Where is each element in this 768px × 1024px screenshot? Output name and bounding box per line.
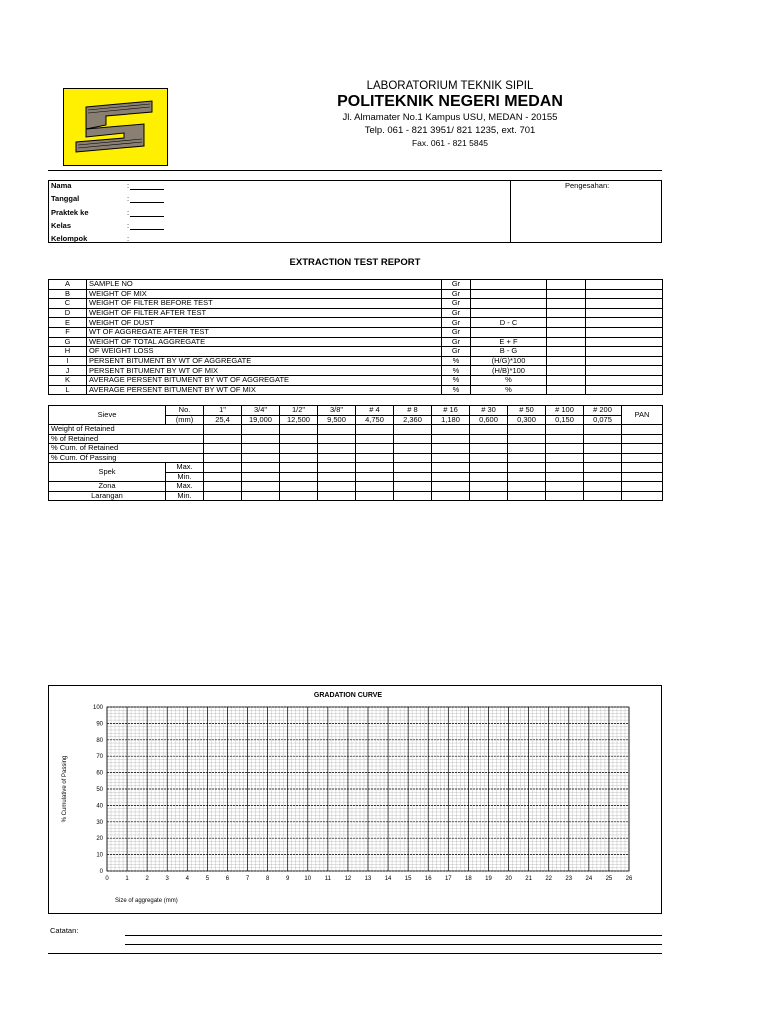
limit-cell[interactable]: [318, 482, 356, 492]
sieve-cell[interactable]: [622, 434, 663, 444]
limit-cell[interactable]: [432, 482, 470, 492]
sieve-data-row: [49, 444, 663, 454]
extraction-row: [49, 289, 663, 299]
row-value-2[interactable]: [586, 366, 663, 376]
limit-cell[interactable]: [242, 472, 280, 482]
row-formula: [471, 308, 547, 318]
extraction-row: [49, 327, 663, 337]
y-axis-label: % Cumulative of Passing: [62, 755, 68, 823]
limit-row: [49, 491, 663, 501]
sieve-cell[interactable]: [356, 453, 394, 463]
sieve-cell[interactable]: [280, 425, 318, 435]
x-tick-label: 17: [444, 876, 452, 882]
row-unit: %: [442, 366, 471, 376]
sieve-size: # 8: [394, 406, 432, 416]
row-formula: D - C: [471, 318, 547, 328]
limit-cell[interactable]: [242, 491, 280, 501]
date-colon: :: [127, 194, 130, 203]
sieve-cell[interactable]: [280, 444, 318, 454]
sieve-data-row: [49, 434, 663, 444]
sieve-cell[interactable]: [394, 434, 432, 444]
limit-cell[interactable]: [204, 463, 242, 473]
x-tick-label: 12: [344, 876, 352, 882]
sieve-size: # 16: [432, 406, 470, 416]
limit-cell[interactable]: [280, 463, 318, 473]
limit-cell[interactable]: [394, 463, 432, 473]
sieve-size: # 200: [584, 406, 622, 416]
sieve-cell[interactable]: [470, 434, 508, 444]
row-value-2[interactable]: [586, 327, 663, 337]
row-description: SAMPLE NO: [87, 280, 442, 290]
extraction-row: [49, 385, 663, 395]
sieve-cell[interactable]: [204, 434, 242, 444]
limit-cell[interactable]: [318, 472, 356, 482]
x-tick-label: 5: [205, 876, 210, 882]
sieve-cell[interactable]: [432, 444, 470, 454]
row-description: WEIGHT OF DUST: [87, 318, 442, 328]
larangan-label: Larangan: [49, 491, 166, 501]
logo-emblem-icon: [64, 89, 167, 165]
row-value-1[interactable]: [547, 356, 586, 366]
sieve-cell[interactable]: [584, 434, 622, 444]
gradation-chart-box: [48, 685, 662, 914]
name-colon: :: [127, 181, 130, 190]
sieve-size: 1/2": [280, 406, 318, 416]
date-label: Tanggal: [51, 194, 80, 203]
sieve-cell[interactable]: [546, 444, 584, 454]
limit-cell[interactable]: [318, 463, 356, 473]
limit-cell[interactable]: [584, 482, 622, 492]
row-value-2[interactable]: [586, 347, 663, 357]
limit-cell[interactable]: [280, 491, 318, 501]
row-value-2[interactable]: [586, 356, 663, 366]
group-label: Kelompok: [51, 234, 88, 243]
row-value-1[interactable]: [547, 318, 586, 328]
row-value-2[interactable]: [586, 385, 663, 395]
x-tick-label: 19: [485, 876, 492, 882]
row-unit: %: [442, 385, 471, 395]
row-code: I: [49, 356, 87, 366]
y-tick-label: 0: [99, 869, 103, 875]
sieve-size: # 4: [356, 406, 394, 416]
row-description: OF WEIGHT LOSS: [87, 347, 442, 357]
extraction-row: [49, 356, 663, 366]
row-value-2[interactable]: [586, 280, 663, 290]
x-tick-label: 22: [545, 876, 553, 882]
limit-cell[interactable]: [242, 463, 280, 473]
limit-cell[interactable]: [356, 491, 394, 501]
row-value-2[interactable]: [586, 299, 663, 309]
x-tick-label: 24: [585, 876, 593, 882]
zona-label: Zona: [49, 482, 166, 492]
x-tick-label: 2: [145, 876, 149, 882]
row-unit: Gr: [442, 289, 471, 299]
extraction-row: [49, 347, 663, 357]
spek-label: Spek: [49, 463, 166, 482]
row-unit: Gr: [442, 280, 471, 290]
limit-cell[interactable]: [470, 491, 508, 501]
x-tick-label: 15: [404, 876, 412, 882]
sieve-cell[interactable]: [508, 453, 546, 463]
sieve-cell[interactable]: [508, 444, 546, 454]
sieve-cell[interactable]: [508, 425, 546, 435]
address: Jl. Almamater No.1 Kampus USU, MEDAN - 20155: [342, 112, 558, 123]
sieve-mm: 0,075: [584, 415, 622, 425]
sieve-mm: 0,150: [546, 415, 584, 425]
row-code: H: [49, 347, 87, 357]
x-tick-label: 11: [324, 876, 331, 882]
limit-cell[interactable]: [432, 463, 470, 473]
name-field[interactable]: [130, 189, 164, 190]
row-value-1[interactable]: [547, 337, 586, 347]
limit-cell[interactable]: [584, 472, 622, 482]
limit-cell[interactable]: [356, 482, 394, 492]
row-code: J: [49, 366, 87, 376]
phone: Telp. 061 - 821 3951/ 821 1235, ext. 701: [364, 125, 536, 136]
row-code: E: [49, 318, 87, 328]
limit-cell[interactable]: [394, 482, 432, 492]
lab-name: LABORATORIUM TEKNIK SIPIL: [366, 80, 534, 92]
row-unit: Gr: [442, 308, 471, 318]
row-description: AVERAGE PERSENT BITUMENT BY WT OF AGGREGATE: [87, 375, 442, 385]
sieve-cell[interactable]: [584, 453, 622, 463]
sieve-row-label: Weight of Retained: [49, 425, 204, 435]
row-description: PERSENT BITUMENT BY WT OF AGGREGATE: [87, 356, 442, 366]
group-colon: :: [127, 234, 130, 243]
sieve-mm: 0,300: [508, 415, 546, 425]
y-tick-label: 90: [96, 721, 103, 728]
limit-cell[interactable]: [432, 472, 470, 482]
limit-cell[interactable]: [584, 463, 622, 473]
sieve-cell[interactable]: [242, 444, 280, 454]
sieve-cell[interactable]: [470, 425, 508, 435]
limit-cell[interactable]: [508, 491, 546, 501]
sieve-cell[interactable]: [242, 434, 280, 444]
row-formula: [471, 299, 547, 309]
sieve-cell[interactable]: [356, 425, 394, 435]
limit-cell[interactable]: [356, 472, 394, 482]
sieve-size: # 100: [546, 406, 584, 416]
row-unit: %: [442, 356, 471, 366]
x-tick-label: 3: [165, 876, 169, 882]
x-tick-label: 10: [304, 876, 312, 882]
limit-cell[interactable]: [242, 482, 280, 492]
practice-label: Praktek ke: [51, 208, 89, 217]
limit-cell[interactable]: [546, 491, 584, 501]
institution-logo: [63, 88, 168, 166]
class-colon: :: [127, 221, 130, 230]
row-value-1[interactable]: [547, 308, 586, 318]
y-tick-label: 80: [96, 737, 103, 744]
pan-label: PAN: [622, 406, 663, 425]
extraction-table: [48, 279, 663, 395]
limit-cell[interactable]: [356, 463, 394, 473]
min-label: Min.: [166, 491, 204, 501]
sieve-size: 3/4": [242, 406, 280, 416]
sieve-cell[interactable]: [204, 453, 242, 463]
row-description: WT OF AGGREGATE AFTER TEST: [87, 327, 442, 337]
sieve-cell[interactable]: [356, 444, 394, 454]
extraction-row: [49, 366, 663, 376]
extraction-row: [49, 337, 663, 347]
x-tick-label: 4: [185, 876, 189, 882]
sieve-cell[interactable]: [242, 425, 280, 435]
x-tick-label: 21: [525, 876, 532, 882]
limit-cell[interactable]: [508, 482, 546, 492]
sieve-size: 3/8": [318, 406, 356, 416]
row-description: WEIGHT OF FILTER AFTER TEST: [87, 308, 442, 318]
row-formula: [471, 280, 547, 290]
row-formula: %: [471, 385, 547, 395]
limit-cell[interactable]: [204, 472, 242, 482]
sieve-cell[interactable]: [356, 434, 394, 444]
approval-label: Pengesahan:: [565, 181, 610, 190]
sieve-cell[interactable]: [584, 425, 622, 435]
row-formula: B - G: [471, 347, 547, 357]
sieve-data-row: [49, 425, 663, 435]
row-value-1[interactable]: [547, 289, 586, 299]
sieve-cell[interactable]: [470, 444, 508, 454]
sieve-cell[interactable]: [584, 444, 622, 454]
extraction-row: [49, 318, 663, 328]
row-formula: (H/B)*100: [471, 366, 547, 376]
sieve-mm: 25,4: [204, 415, 242, 425]
y-tick-label: 40: [96, 803, 103, 810]
extraction-row: [49, 299, 663, 309]
sieve-mm: 0,600: [470, 415, 508, 425]
max-label: Max.: [166, 463, 204, 473]
limit-cell[interactable]: [318, 491, 356, 501]
notes-line-2[interactable]: [125, 944, 662, 945]
sieve-cell[interactable]: [242, 453, 280, 463]
header-divider: [48, 170, 662, 171]
extraction-row: [49, 280, 663, 290]
row-code: L: [49, 385, 87, 395]
gradation-chart: [49, 686, 661, 913]
row-description: AVERAGE PERSENT BITUMENT BY WT OF MIX: [87, 385, 442, 395]
sieve-cell[interactable]: [318, 453, 356, 463]
sieve-mm-label: (mm): [166, 415, 204, 425]
y-tick-label: 20: [96, 836, 103, 843]
sieve-cell[interactable]: [546, 425, 584, 435]
row-code: F: [49, 327, 87, 337]
x-tick-label: 7: [245, 876, 250, 882]
sieve-row-label: % of Retained: [49, 434, 204, 444]
limit-cell[interactable]: [394, 472, 432, 482]
x-tick-label: 0: [105, 876, 109, 882]
y-tick-label: 100: [92, 705, 103, 711]
sieve-cell[interactable]: [622, 425, 663, 435]
limit-cell[interactable]: [470, 482, 508, 492]
limit-cell[interactable]: [546, 482, 584, 492]
limit-cell[interactable]: [470, 463, 508, 473]
sieve-size: # 30: [470, 406, 508, 416]
limit-cell[interactable]: [204, 482, 242, 492]
class-field[interactable]: [130, 229, 164, 230]
class-label: Kelas: [51, 221, 72, 230]
row-value-1[interactable]: [547, 366, 586, 376]
limit-cell[interactable]: [432, 491, 470, 501]
row-unit: %: [442, 375, 471, 385]
row-description: WEIGHT OF TOTAL AGGREGATE: [87, 337, 442, 347]
max-label: Max.: [166, 482, 204, 492]
footer-divider: [48, 953, 662, 954]
row-value-1[interactable]: [547, 385, 586, 395]
practice-colon: :: [127, 208, 130, 217]
x-tick-label: 26: [625, 876, 633, 882]
sieve-cell[interactable]: [470, 453, 508, 463]
row-description: PERSENT BITUMENT BY WT OF MIX: [87, 366, 442, 376]
sieve-cell[interactable]: [318, 434, 356, 444]
sieve-row-label: % Cum. of Retained: [49, 444, 204, 454]
limit-cell[interactable]: [508, 472, 546, 482]
sieve-cell[interactable]: [204, 444, 242, 454]
sieve-cell[interactable]: [280, 434, 318, 444]
x-tick-label: 8: [265, 876, 270, 882]
row-value-1[interactable]: [547, 327, 586, 337]
x-tick-label: 1: [125, 876, 129, 882]
limit-cell[interactable]: [280, 482, 318, 492]
x-tick-label: 18: [465, 876, 472, 882]
row-value-2[interactable]: [586, 308, 663, 318]
sieve-row-label: % Cum. Of Passing: [49, 453, 204, 463]
extraction-row: [49, 308, 663, 318]
limit-cell[interactable]: [508, 463, 546, 473]
y-tick-label: 50: [96, 787, 103, 793]
sieve-mm: 19,000: [242, 415, 280, 425]
notes-label: Catatan:: [50, 926, 79, 935]
limit-cell[interactable]: [546, 463, 584, 473]
sieve-cell[interactable]: [432, 453, 470, 463]
limit-cell[interactable]: [622, 463, 663, 473]
row-formula: (H/G)*100: [471, 356, 547, 366]
row-code: D: [49, 308, 87, 318]
y-tick-label: 70: [96, 754, 103, 761]
y-tick-label: 30: [96, 819, 103, 826]
y-tick-label: 60: [96, 770, 103, 777]
y-tick-label: 10: [96, 852, 103, 859]
row-unit: Gr: [442, 299, 471, 309]
limit-row: [49, 482, 663, 492]
row-formula: [471, 289, 547, 299]
limit-cell[interactable]: [280, 472, 318, 482]
row-formula: E + F: [471, 337, 547, 347]
row-formula: [471, 327, 547, 337]
limit-cell[interactable]: [584, 491, 622, 501]
identity-divider: [510, 180, 511, 243]
x-tick-label: 20: [505, 876, 512, 882]
sieve-mm: 2,360: [394, 415, 432, 425]
sieve-cell[interactable]: [318, 444, 356, 454]
x-tick-label: 25: [605, 876, 613, 882]
row-code: K: [49, 375, 87, 385]
row-formula: %: [471, 375, 547, 385]
x-tick-label: 23: [565, 876, 573, 882]
row-value-1[interactable]: [547, 280, 586, 290]
row-description: WEIGHT OF FILTER BEFORE TEST: [87, 299, 442, 309]
sieve-cell[interactable]: [204, 425, 242, 435]
report-title: EXTRACTION TEST REPORT: [289, 257, 421, 268]
x-tick-label: 14: [384, 876, 392, 882]
row-value-2[interactable]: [586, 318, 663, 328]
sieve-cell[interactable]: [546, 453, 584, 463]
limit-cell[interactable]: [546, 472, 584, 482]
date-field[interactable]: [130, 202, 164, 203]
notes-line-1[interactable]: [125, 935, 662, 936]
row-code: B: [49, 289, 87, 299]
sieve-cell[interactable]: [508, 434, 546, 444]
sieve-mm: 4,750: [356, 415, 394, 425]
limit-row: [49, 463, 663, 473]
x-tick-label: 13: [364, 876, 372, 882]
sieve-cell[interactable]: [432, 434, 470, 444]
sieve-no-label: No.: [166, 406, 204, 416]
sieve-mm: 9,500: [318, 415, 356, 425]
limit-cell[interactable]: [204, 491, 242, 501]
x-tick-label: 9: [286, 876, 290, 882]
sieve-cell[interactable]: [394, 444, 432, 454]
sieve-cell[interactable]: [394, 425, 432, 435]
name-label: Nama: [51, 181, 72, 190]
sieve-cell[interactable]: [546, 434, 584, 444]
limit-cell[interactable]: [394, 491, 432, 501]
sieve-cell[interactable]: [394, 453, 432, 463]
row-value-2[interactable]: [586, 337, 663, 347]
sieve-data-row: [49, 453, 663, 463]
sieve-size: # 50: [508, 406, 546, 416]
row-value-2[interactable]: [586, 289, 663, 299]
sieve-mm: 1,180: [432, 415, 470, 425]
limit-cell[interactable]: [622, 472, 663, 482]
row-value-1[interactable]: [547, 347, 586, 357]
row-value-1[interactable]: [547, 299, 586, 309]
x-tick-label: 16: [424, 876, 432, 882]
x-tick-label: 6: [225, 876, 230, 882]
row-code: A: [49, 280, 87, 290]
extraction-row: [49, 375, 663, 385]
sieve-table: [48, 405, 663, 501]
row-description: WEIGHT OF MIX: [87, 289, 442, 299]
sieve-label: Sieve: [49, 406, 166, 425]
sieve-cell[interactable]: [432, 425, 470, 435]
x-axis-label: Size of aggregate (mm): [115, 898, 178, 904]
sieve-cell[interactable]: [318, 425, 356, 435]
row-code: G: [49, 337, 87, 347]
row-value-1[interactable]: [547, 375, 586, 385]
row-unit: Gr: [442, 347, 471, 357]
fax: Fax. 061 - 821 5845: [411, 138, 489, 148]
institution-name: POLITEKNIK NEGERI MEDAN: [337, 93, 563, 110]
chart-title: GRADATION CURVE: [313, 692, 383, 699]
limit-cell[interactable]: [622, 491, 663, 501]
row-unit: Gr: [442, 327, 471, 337]
row-value-2[interactable]: [586, 375, 663, 385]
min-label: Min.: [166, 472, 204, 482]
sieve-size: 1": [204, 406, 242, 416]
practice-field[interactable]: [130, 216, 164, 217]
limit-cell[interactable]: [622, 482, 663, 492]
sieve-cell[interactable]: [622, 444, 663, 454]
sieve-mm: 12,500: [280, 415, 318, 425]
sieve-header-row: [49, 406, 663, 416]
sieve-cell[interactable]: [280, 453, 318, 463]
row-unit: Gr: [442, 318, 471, 328]
row-code: C: [49, 299, 87, 309]
sieve-cell[interactable]: [622, 453, 663, 463]
limit-cell[interactable]: [470, 472, 508, 482]
row-unit: Gr: [442, 337, 471, 347]
